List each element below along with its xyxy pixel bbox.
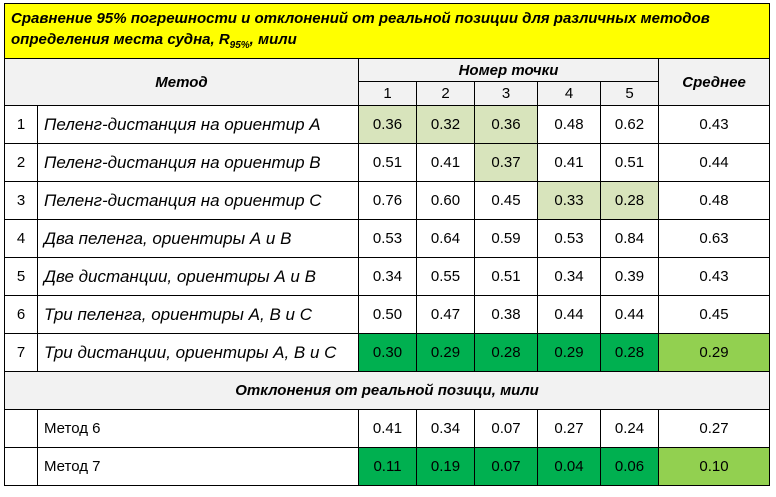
value-cell: 0.41 [417,144,475,182]
value-cell: 0.06 [601,448,659,486]
point-number-header: Номер точки [359,59,659,82]
method-name: Пеленг-дистанция на ориентир С [38,182,359,220]
value-cell: 0.34 [538,258,601,296]
row-index: 2 [5,144,38,182]
average-cell: 0.45 [659,296,770,334]
value-cell: 0.51 [359,144,417,182]
empty-index-cell [5,410,38,448]
value-cell: 0.34 [417,410,475,448]
row-index: 1 [5,106,38,144]
row-index: 6 [5,296,38,334]
method-name: Пеленг-дистанция на ориентир В [38,144,359,182]
value-cell: 0.55 [417,258,475,296]
value-cell: 0.38 [475,296,538,334]
value-cell: 0.50 [359,296,417,334]
comparison-table [4,3,770,486]
value-cell: 0.51 [475,258,538,296]
value-cell: 0.44 [538,296,601,334]
title-subscript: 95% [229,40,250,51]
value-cell: 0.45 [475,182,538,220]
row-index: 4 [5,220,38,258]
value-cell: 0.24 [601,410,659,448]
value-cell: 0.28 [601,182,659,220]
average-cell: 0.63 [659,220,770,258]
average-header: Среднее [659,59,770,106]
value-cell: 0.84 [601,220,659,258]
table-row [5,334,770,372]
average-cell: 0.10 [659,448,770,486]
table-row [5,220,770,258]
value-cell: 0.44 [601,296,659,334]
method-name: Метод 6 [38,410,359,448]
table-row [5,182,770,220]
value-cell: 0.51 [601,144,659,182]
value-cell: 0.53 [538,220,601,258]
value-cell: 0.60 [417,182,475,220]
average-cell: 0.27 [659,410,770,448]
method-name: Два пеленга, ориентиры А и В [38,220,359,258]
value-cell: 0.37 [475,144,538,182]
value-cell: 0.76 [359,182,417,220]
value-cell: 0.30 [359,334,417,372]
value-cell: 0.29 [417,334,475,372]
method-name: Три дистанции, ориентиры А, В и С [38,334,359,372]
table-row [5,410,770,448]
point-header-5: 5 [601,82,659,106]
value-cell: 0.39 [601,258,659,296]
method-name: Пеленг-дистанция на ориентир А [38,106,359,144]
value-cell: 0.53 [359,220,417,258]
value-cell: 0.04 [538,448,601,486]
empty-index-cell [5,448,38,486]
method-name: Метод 7 [38,448,359,486]
method-header: Метод [5,59,359,106]
row-index: 7 [5,334,38,372]
title-line-2-prefix: определения места судна, R [11,31,230,48]
row-index: 3 [5,182,38,220]
method-name: Две дистанции, ориентиры А и В [38,258,359,296]
value-cell: 0.07 [475,448,538,486]
value-cell: 0.41 [359,410,417,448]
value-cell: 0.34 [359,258,417,296]
point-header-1: 1 [359,82,417,106]
row-index: 5 [5,258,38,296]
value-cell: 0.64 [417,220,475,258]
table-row [5,258,770,296]
value-cell: 0.29 [538,334,601,372]
average-cell: 0.44 [659,144,770,182]
value-cell: 0.27 [538,410,601,448]
point-header-3: 3 [475,82,538,106]
value-cell: 0.07 [475,410,538,448]
table-title [5,4,770,59]
title-line-2-suffix: , мили [249,31,297,48]
average-cell: 0.48 [659,182,770,220]
value-cell: 0.36 [359,106,417,144]
value-cell: 0.19 [417,448,475,486]
value-cell: 0.32 [417,106,475,144]
value-cell: 0.48 [538,106,601,144]
value-cell: 0.28 [475,334,538,372]
value-cell: 0.28 [601,334,659,372]
table-row [5,296,770,334]
table-row [5,144,770,182]
method-name: Три пеленга, ориентиры А, В и С [38,296,359,334]
value-cell: 0.62 [601,106,659,144]
value-cell: 0.41 [538,144,601,182]
deviation-header: Отклонения от реальной позици, мили [5,372,770,410]
table-row [5,106,770,144]
average-cell: 0.43 [659,106,770,144]
average-cell: 0.43 [659,258,770,296]
value-cell: 0.36 [475,106,538,144]
value-cell: 0.47 [417,296,475,334]
point-header-4: 4 [538,82,601,106]
value-cell: 0.33 [538,182,601,220]
point-header-2: 2 [417,82,475,106]
average-cell: 0.29 [659,334,770,372]
table-row [5,448,770,486]
title-line-1: Сравнение 95% погрешности и отклонений от реальной позиции для различных методов [11,10,710,27]
value-cell: 0.59 [475,220,538,258]
value-cell: 0.11 [359,448,417,486]
